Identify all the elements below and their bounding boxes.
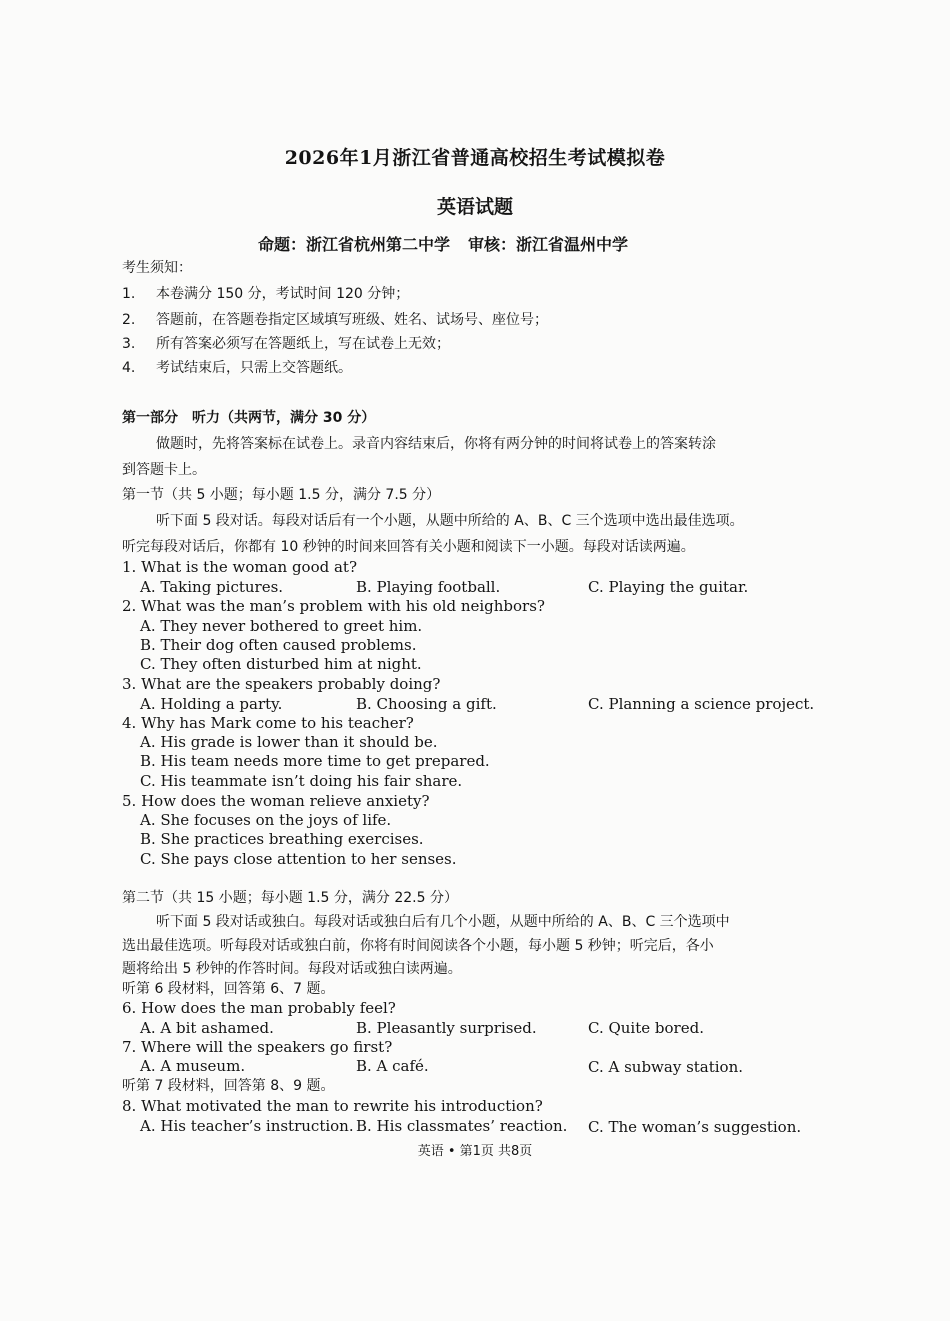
option-b: B. His classmates’ reaction. — [356, 1117, 568, 1135]
option-c: C. The woman’s suggestion. — [588, 1118, 802, 1136]
setter-line — [258, 232, 628, 255]
notice-item: 2. 答题前，在答题卷指定区域填写班级、姓名、试场号、座位号； — [122, 312, 548, 328]
option-c: C. Quite bored. — [588, 1019, 704, 1037]
section2-intro: 选出最佳选项。听每段对话或独白前，你将有时间阅读各个小题，每小题 5 秒钟；听完后，各小 — [122, 938, 714, 954]
option-b: B. She practices breathing exercises. — [140, 830, 424, 848]
section2-heading: 第二节（共 15 小题；每小题 1.5 分，满分 22.5 分） — [122, 890, 458, 906]
option-c: C. His teammate isn’t doing his fair share. — [140, 772, 463, 790]
question-stem: 1. What is the woman good at? — [122, 558, 358, 576]
exam-title: 2026年1月浙江省普通高校招生考试模拟卷 — [284, 147, 666, 169]
option-a: A. His grade is lower than it should be. — [140, 733, 438, 751]
question-stem: 8. What motivated the man to rewrite his introduction? — [122, 1097, 543, 1115]
option-c: C. Playing the guitar. — [588, 578, 749, 596]
part1-heading: 第一部分 听力（共两节，满分 30 分） — [122, 410, 376, 426]
option-a: A. A museum. — [140, 1057, 246, 1075]
option-b: B. Pleasantly surprised. — [356, 1019, 537, 1037]
notice-item: 4. 考试结束后，只需上交答题纸。 — [122, 360, 352, 376]
part1-intro: 做题时，先将答案标在试卷上。录音内容结束后，你将有两分钟的时间将试卷上的答案转涂 — [156, 436, 716, 452]
option-c: C. A subway station. — [588, 1058, 744, 1076]
section1-intro: 听下面 5 段对话。每段对话后有一个小题，从题中所给的 A、B、C 三个选项中选出最佳选项。 — [156, 513, 744, 529]
setter-school: 命题：浙江省杭州第二中学 — [258, 235, 451, 254]
option-a: A. His teacher’s instruction. — [140, 1117, 354, 1135]
part1-intro: 到答题卡上。 — [122, 462, 206, 478]
option-c: C. She pays close attention to her senses. — [140, 850, 457, 868]
question-stem: 3. What are the speakers probably doing? — [122, 675, 441, 693]
option-b: B. Their dog often caused problems. — [140, 636, 417, 654]
section2-intro: 题将给出 5 秒钟的作答时间。每段对话或独白读两遍。 — [122, 961, 462, 977]
option-b: B. A café. — [356, 1057, 429, 1075]
section1-heading: 第一节（共 5 小题；每小题 1.5 分，满分 7.5 分） — [122, 487, 441, 503]
option-b: B. Choosing a gift. — [356, 695, 497, 713]
option-a: A. They never bothered to greet him. — [140, 617, 423, 635]
question-stem: 2. What was the man’s problem with his old neighbors? — [122, 597, 545, 615]
option-a: A. Holding a party. — [140, 695, 283, 713]
material-note: 听第 7 段材料，回答第 8、9 题。 — [122, 1078, 335, 1094]
question-stem: 6. How does the man probably feel? — [122, 999, 396, 1017]
notice-heading: 考生须知： — [122, 260, 192, 276]
section1-intro: 听完每段对话后，你都有 10 秒钟的时间来回答有关小题和阅读下一小题。每段对话读两遍。 — [122, 539, 695, 555]
page-footer: 英语 • 第1页 共8页 — [417, 1144, 533, 1159]
option-a: A. She focuses on the joys of life. — [140, 811, 392, 829]
option-a: A. A bit ashamed. — [140, 1019, 274, 1037]
question-stem: 7. Where will the speakers go first? — [122, 1038, 393, 1056]
option-b: B. Playing football. — [356, 578, 501, 596]
option-c: C. Planning a science project. — [588, 695, 815, 713]
question-stem: 4. Why has Mark come to his teacher? — [122, 714, 414, 732]
option-b: B. His team needs more time to get prepared. — [140, 752, 490, 770]
notice-item: 1. 本卷满分 150 分，考试时间 120 分钟； — [122, 286, 410, 302]
option-a: A. Taking pictures. — [140, 578, 284, 596]
question-stem: 5. How does the woman relieve anxiety? — [122, 792, 430, 810]
material-note: 听第 6 段材料，回答第 6、7 题。 — [122, 981, 335, 997]
exam-subject: 英语试题 — [436, 196, 513, 218]
reviewer-school: 审核：浙江省温州中学 — [468, 235, 629, 254]
section2-intro: 听下面 5 段对话或独白。每段对话或独白后有几个小题，从题中所给的 A、B、C 三个选项中 — [156, 914, 730, 930]
notice-item: 3. 所有答案必须写在答题纸上，写在试卷上无效； — [122, 336, 450, 352]
option-c: C. They often disturbed him at night. — [140, 655, 422, 673]
